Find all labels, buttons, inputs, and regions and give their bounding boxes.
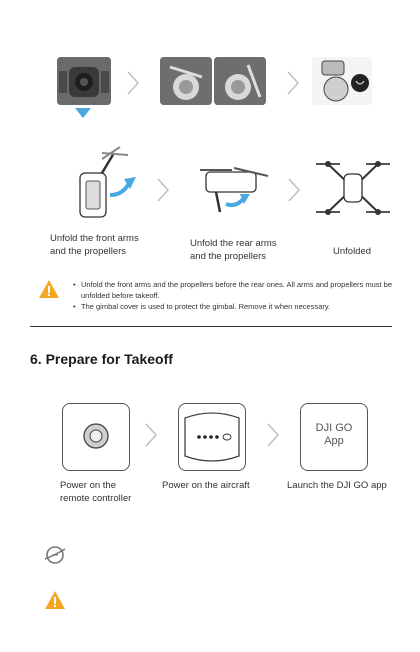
section-title: 6. Prepare for Takeoff	[30, 351, 173, 367]
chevron-right-icon	[122, 68, 144, 98]
caption-unfold-front-arms: Unfold the front arms and the propellers	[50, 233, 139, 257]
gimbal-clamp-illustration	[214, 57, 266, 105]
down-arrow-icon	[75, 108, 91, 120]
chevron-right-icon	[140, 420, 162, 450]
chevron-right-icon	[282, 68, 304, 98]
drone-rear-arms-illustration	[196, 162, 276, 222]
section-divider	[30, 326, 392, 327]
tip-icon	[43, 543, 67, 567]
caption-power-aircraft: Power on the aircraft	[162, 480, 250, 491]
gimbal-clamp-photo-2	[214, 57, 266, 105]
gimbal-cover-illustration	[57, 57, 111, 105]
drone-front-arms-illustration	[62, 145, 152, 230]
dji-go-app-tile	[300, 403, 368, 471]
caption-launch-app: Launch the DJI GO app	[287, 480, 387, 491]
gimbal-clamp-illustration	[160, 57, 212, 105]
gimbal-removed-photo	[312, 57, 372, 105]
chevron-right-icon	[262, 420, 284, 450]
app-tile-line1: DJI GO	[315, 422, 353, 434]
warning-list	[73, 279, 395, 312]
warning-item: • The gimbal cover is used to protect the gimbal. Remove it when necessary.	[73, 302, 331, 311]
warning-icon	[44, 590, 66, 610]
drone-unfolded-illustration	[312, 150, 394, 226]
warning-icon	[38, 279, 60, 299]
chevron-right-icon	[283, 175, 305, 205]
power-button-icon	[63, 404, 129, 470]
app-tile-line2: App	[324, 435, 344, 447]
gimbal-removed-illustration	[312, 57, 372, 105]
gimbal-clamp-photo-1	[160, 57, 212, 105]
battery-led-icon	[179, 404, 245, 470]
caption-unfold-rear-arms: Unfold the rear arms and the propellers	[190, 238, 277, 262]
warning-item: • Unfold the front arms and the propellers before the rear ones. All arms and propellers must be unfolded before takeoff.	[73, 280, 392, 300]
caption-power-remote: Power on the remote controller	[60, 480, 132, 504]
gimbal-cover-photo	[57, 57, 111, 105]
chevron-right-icon	[152, 175, 174, 205]
aircraft-power-illustration	[178, 403, 246, 471]
remote-controller-power-illustration	[62, 403, 130, 471]
caption-unfolded: Unfolded	[333, 246, 372, 257]
